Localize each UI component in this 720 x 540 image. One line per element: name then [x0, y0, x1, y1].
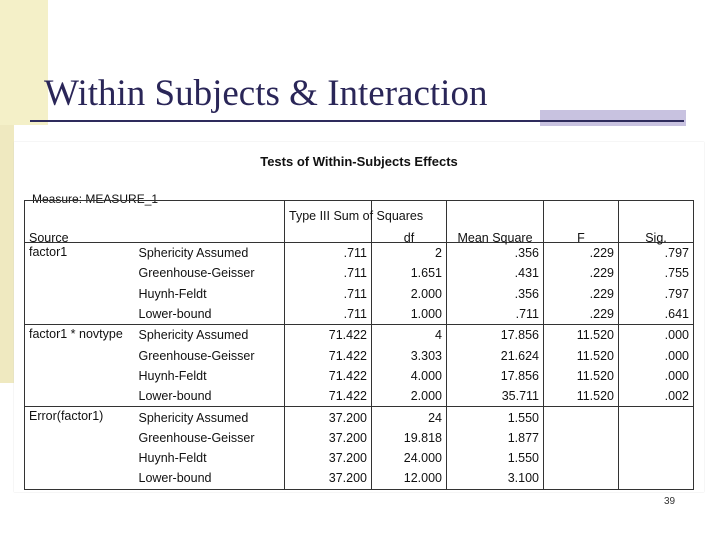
ms-cell: 1.550	[447, 407, 544, 428]
header-f: F	[544, 201, 619, 243]
f-cell	[544, 468, 619, 489]
sig-cell: .641	[619, 304, 694, 325]
correction-cell: Huynh-Feldt	[138, 286, 207, 301]
f-cell	[544, 407, 619, 428]
df-cell: 2.000	[372, 386, 447, 407]
header-df: df	[372, 201, 447, 243]
ss-cell: 37.200	[285, 428, 372, 448]
sig-cell: .002	[619, 386, 694, 407]
source-cell: Error(factor1)	[25, 407, 135, 489]
sig-cell	[619, 468, 694, 489]
header-mean-square: Mean Square	[447, 201, 544, 243]
correction-cell: Greenhouse-Geisser	[138, 348, 255, 363]
correction-cell: Huynh-Feldt	[138, 368, 207, 383]
f-cell: .229	[544, 263, 619, 283]
correction-cell: Lower-bound	[135, 386, 285, 407]
correction-cell: Greenhouse-Geisser	[138, 430, 255, 445]
ms-cell: .431	[447, 263, 544, 283]
ss-cell: 37.200	[285, 407, 372, 428]
correction-cell: Sphericity Assumed	[138, 246, 249, 261]
sig-cell: .000	[619, 345, 694, 365]
df-cell: 4	[372, 325, 447, 346]
f-cell: .229	[544, 243, 619, 264]
table-row	[25, 407, 694, 428]
ss-cell: 71.422	[285, 366, 372, 386]
sig-cell: .797	[619, 284, 694, 304]
df-cell: 1.651	[372, 263, 447, 283]
f-cell: 11.520	[544, 325, 619, 346]
page-number: 39	[664, 496, 676, 507]
ss-cell: .711	[285, 304, 372, 325]
ss-cell: .711	[285, 243, 372, 264]
ss-cell: 71.422	[285, 386, 372, 407]
f-cell: 11.520	[544, 366, 619, 386]
ms-cell: .711	[447, 304, 544, 325]
ms-cell: 17.856	[447, 366, 544, 386]
decor-accent-bar	[540, 110, 686, 126]
ms-cell: 3.100	[447, 468, 544, 489]
df-cell: 24.000	[372, 448, 447, 468]
table-title: Tests of Within-Subjects Effects	[260, 154, 458, 169]
ms-cell: 1.550	[447, 448, 544, 468]
title-underline	[30, 120, 684, 122]
df-cell: 4.000	[372, 366, 447, 386]
correction-cell: Greenhouse-Geisser	[138, 266, 255, 281]
ss-cell: .711	[285, 263, 372, 283]
df-cell: 2	[372, 243, 447, 264]
df-cell: 12.000	[372, 468, 447, 489]
correction-cell: Sphericity Assumed	[138, 328, 249, 343]
ss-cell: 71.422	[285, 325, 372, 346]
ss-cell: .711	[285, 284, 372, 304]
ms-cell: 1.877	[447, 428, 544, 448]
header-sig: Sig.	[619, 201, 694, 243]
header-correction	[135, 201, 285, 243]
f-cell: .229	[544, 304, 619, 325]
correction-cell: Lower-bound	[135, 304, 285, 325]
df-cell: 3.303	[372, 345, 447, 365]
table-row	[25, 243, 694, 264]
df-cell: 1.000	[372, 304, 447, 325]
ms-cell: 21.624	[447, 345, 544, 365]
correction-cell: Huynh-Feldt	[138, 451, 207, 466]
f-cell	[544, 448, 619, 468]
ms-cell: .356	[447, 243, 544, 264]
sig-cell	[619, 448, 694, 468]
f-cell: .229	[544, 284, 619, 304]
f-cell: 11.520	[544, 386, 619, 407]
anova-table-panel	[14, 142, 704, 492]
ms-cell: 35.711	[447, 386, 544, 407]
header-type-iii-ss: Type III Sum of Squares	[285, 201, 372, 243]
header-source: Source	[25, 201, 135, 243]
table-body	[25, 243, 694, 490]
f-cell	[544, 428, 619, 448]
decor-bar-top	[0, 0, 48, 125]
sig-cell: .755	[619, 263, 694, 283]
ss-cell: 37.200	[285, 448, 372, 468]
ss-cell: 71.422	[285, 345, 372, 365]
df-cell: 2.000	[372, 284, 447, 304]
within-subjects-effects-table	[24, 200, 694, 490]
df-cell: 19.818	[372, 428, 447, 448]
sig-cell	[619, 428, 694, 448]
sig-cell: .000	[619, 325, 694, 346]
ms-cell: .356	[447, 284, 544, 304]
correction-cell: Lower-bound	[135, 468, 285, 489]
sig-cell	[619, 407, 694, 428]
table-row	[25, 325, 694, 346]
table-header-row	[25, 201, 694, 243]
correction-cell: Sphericity Assumed	[138, 410, 249, 425]
sig-cell: .000	[619, 366, 694, 386]
measure-label: Measure: MEASURE_1	[32, 192, 159, 206]
source-cell: factor1	[25, 243, 135, 325]
slide-title: Within Subjects & Interaction	[44, 73, 488, 114]
ms-cell: 17.856	[447, 325, 544, 346]
decor-bar-side	[0, 125, 14, 383]
f-cell: 11.520	[544, 345, 619, 365]
df-cell: 24	[372, 407, 447, 428]
sig-cell: .797	[619, 243, 694, 264]
ss-cell: 37.200	[285, 468, 372, 489]
source-cell: factor1 * novtype	[25, 325, 135, 407]
